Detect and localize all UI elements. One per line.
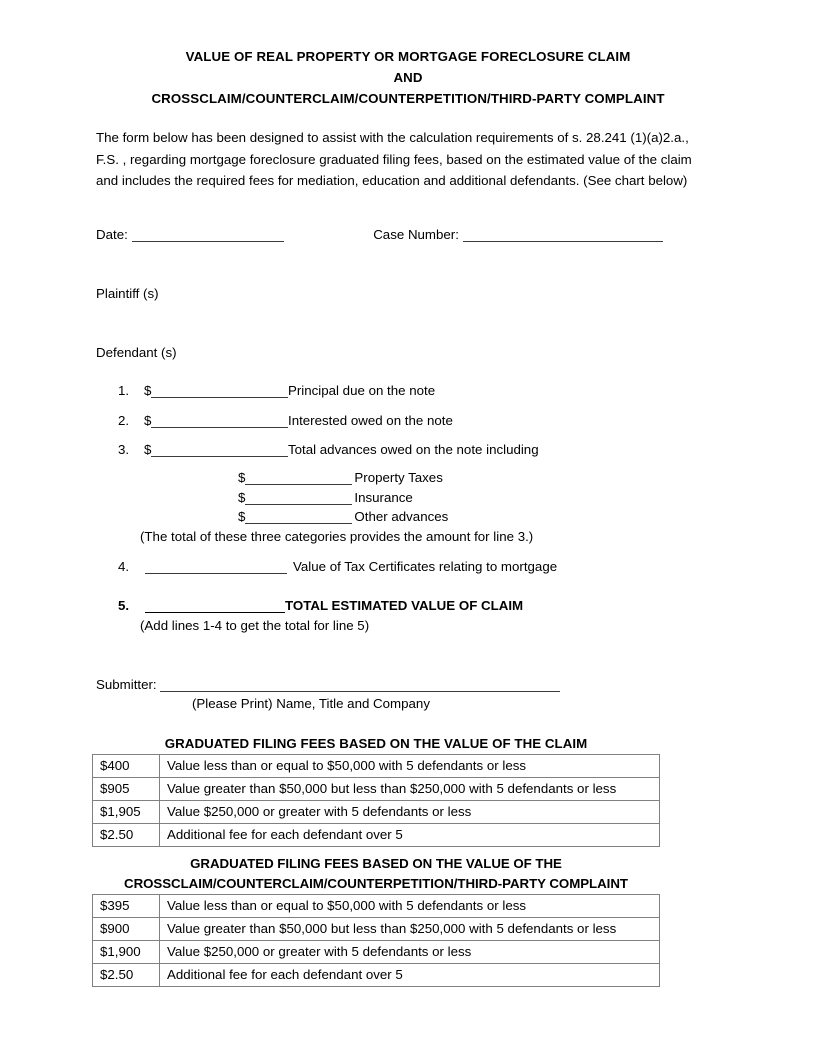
fee-condition: Value greater than $50,000 but less than $250,000 with 5 defendants or less xyxy=(160,778,660,801)
plaintiff-label: Plaintiff (s) xyxy=(96,286,159,301)
table-row xyxy=(93,778,660,801)
sub-items-note: (The total of these three categories provides the amount for line 3.) xyxy=(140,529,534,544)
fee-table-claim xyxy=(92,754,660,847)
date-label: Date: xyxy=(96,227,128,242)
line-item-5-label: TOTAL ESTIMATED VALUE OF CLAIM xyxy=(285,598,524,613)
fee-table-crossclaim-block xyxy=(92,854,660,987)
line-item-4 xyxy=(96,558,716,576)
line-item-2 xyxy=(96,412,716,442)
table-row xyxy=(93,801,660,824)
case-number-input-line[interactable] xyxy=(463,241,663,242)
line-item-5-input-line[interactable] xyxy=(145,612,285,613)
date-case-row xyxy=(96,226,720,244)
table-row xyxy=(93,895,660,918)
line-item-3-label: Total advances owed on the note including xyxy=(288,442,539,457)
sub-item-property-taxes-input-line[interactable] xyxy=(245,484,352,485)
document-title xyxy=(96,46,720,109)
table-row xyxy=(93,755,660,778)
line-item-3 xyxy=(96,441,716,471)
fee-amount: $395 xyxy=(93,895,160,918)
fee-condition: Value $250,000 or greater with 5 defendants or less xyxy=(160,941,660,964)
sub-item-other-advances-input-line[interactable] xyxy=(245,523,352,524)
sub-item-other-advances-label: Other advances xyxy=(354,509,449,524)
submitter-label: Submitter: xyxy=(96,677,157,692)
title-line-2: AND xyxy=(393,70,423,85)
sub-item-insurance-input-line[interactable] xyxy=(245,504,352,505)
fee-amount: $905 xyxy=(93,778,160,801)
sub-item-property-taxes-label: Property Taxes xyxy=(354,470,443,485)
advance-sub-items xyxy=(96,468,716,547)
line-item-3-number: 3. xyxy=(118,442,130,457)
case-number-group xyxy=(373,226,662,244)
table-row xyxy=(93,824,660,847)
fee-condition: Additional fee for each defendant over 5 xyxy=(160,964,660,987)
line-item-4-number: 4. xyxy=(118,559,130,574)
case-number-label: Case Number: xyxy=(373,227,459,242)
submitter-row xyxy=(96,676,716,694)
fee-table-crossclaim-caption-line-2: CROSSCLAIM/COUNTERCLAIM/COUNTERPETITION/THIRD-PARTY COMPLAINT xyxy=(124,876,628,891)
line-item-2-number: 2. xyxy=(118,412,130,428)
dollar-sign-icon: $ xyxy=(144,412,152,428)
sub-item-property-taxes xyxy=(96,468,716,488)
fee-amount: $2.50 xyxy=(93,824,160,847)
claim-line-items xyxy=(96,382,716,471)
fee-condition: Value greater than $50,000 but less than $250,000 with 5 defendants or less xyxy=(160,918,660,941)
fee-amount: $1,905 xyxy=(93,801,160,824)
line-item-1 xyxy=(96,382,716,412)
dollar-sign-icon: $ xyxy=(238,470,246,485)
title-line-3: CROSSCLAIM/COUNTERCLAIM/COUNTERPETITION/THIRD-PARTY COMPLAINT xyxy=(151,91,665,106)
line-item-4-label: Value of Tax Certificates relating to mortgage xyxy=(293,559,558,574)
line-item-2-label: Interested owed on the note xyxy=(288,412,453,428)
fee-amount: $400 xyxy=(93,755,160,778)
fee-condition: Additional fee for each defendant over 5 xyxy=(160,824,660,847)
fee-condition: Value less than or equal to $50,000 with 5 defendants or less xyxy=(160,895,660,918)
intro-paragraph: The form below has been designed to assist with the calculation requirements of s. 28.241 (1)(a)2.a., F.S. , regarding mortgage foreclosure graduated filing fees, based on the estimated value of the claim and includes the required fees for mediation, education and additional defendants. (See chart below) xyxy=(96,130,692,188)
table-row xyxy=(93,918,660,941)
line-item-5 xyxy=(96,597,716,615)
dollar-sign-icon: $ xyxy=(238,489,246,505)
table-row xyxy=(93,941,660,964)
sub-item-other-advances xyxy=(96,507,716,527)
line-item-1-input-line[interactable] xyxy=(151,397,288,398)
line-item-1-label: Principal due on the note xyxy=(288,383,436,398)
line-item-1-number: 1. xyxy=(118,383,130,398)
sub-item-insurance xyxy=(96,488,716,508)
defendant-label: Defendant (s) xyxy=(96,345,177,360)
line-item-3-amount xyxy=(144,441,288,459)
date-input-line[interactable] xyxy=(132,241,284,242)
line-item-4-input-line[interactable] xyxy=(145,573,287,574)
line-item-5-number: 5. xyxy=(118,598,130,613)
line-item-2-amount xyxy=(144,412,288,430)
line-item-3-input-line[interactable] xyxy=(151,456,288,457)
line-item-1-amount xyxy=(144,382,288,400)
fee-condition: Value $250,000 or greater with 5 defendants or less xyxy=(160,801,660,824)
fee-amount: $900 xyxy=(93,918,160,941)
dollar-sign-icon: $ xyxy=(238,509,246,524)
fee-amount: $1,900 xyxy=(93,941,160,964)
submitter-input-line[interactable] xyxy=(160,691,560,692)
title-line-1: VALUE OF REAL PROPERTY OR MORTGAGE FORECLOSURE CLAIM xyxy=(185,49,631,64)
fee-table-claim-caption: GRADUATED FILING FEES BASED ON THE VALUE OF THE CLAIM xyxy=(164,736,588,751)
submitter-note: (Please Print) Name, Title and Company xyxy=(192,696,430,711)
line-item-2-input-line[interactable] xyxy=(151,427,288,428)
fee-table-claim-block xyxy=(92,734,660,847)
table-row xyxy=(93,964,660,987)
fee-table-crossclaim-caption-line-1: GRADUATED FILING FEES BASED ON THE VALUE OF THE xyxy=(190,856,562,871)
line-item-5-note: (Add lines 1-4 to get the total for line 5) xyxy=(140,618,370,633)
fee-amount: $2.50 xyxy=(93,964,160,987)
fee-table-crossclaim xyxy=(92,894,660,987)
dollar-sign-icon: $ xyxy=(144,383,152,398)
dollar-sign-icon: $ xyxy=(144,442,152,457)
fee-condition: Value less than or equal to $50,000 with 5 defendants or less xyxy=(160,755,660,778)
sub-item-insurance-label: Insurance xyxy=(354,489,413,505)
